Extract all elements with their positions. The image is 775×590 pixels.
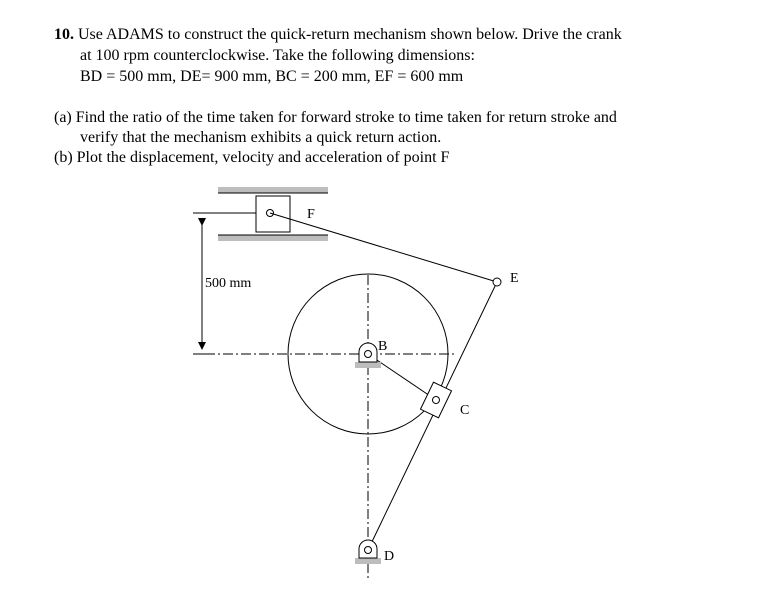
crank-bc: [368, 354, 436, 400]
link-de: [368, 282, 497, 550]
label-dimension: 500 mm: [205, 276, 252, 291]
ground-pivot-d: [355, 540, 381, 564]
part-a-line-2: verify that the mechanism exhibits a quick return action.: [80, 129, 442, 146]
slider-block-c: [420, 382, 451, 418]
problem-text-line-1: Use ADAMS to construct the quick-return mechanism shown below. Drive the crank: [78, 26, 622, 43]
joint-e: [493, 278, 501, 286]
label-e: E: [510, 271, 519, 286]
part-a-line-1: (a) Find the ratio of the time taken for forward stroke to time taken for return stroke and: [54, 109, 617, 126]
label-f: F: [307, 207, 315, 222]
label-d: D: [384, 549, 395, 564]
link-ef: [270, 213, 497, 282]
label-c: C: [460, 403, 470, 418]
part-b: (b) Plot the displacement, velocity and acceleration of point F: [54, 149, 450, 166]
label-b: B: [378, 339, 388, 354]
problem-text-line-2: at 100 rpm counterclockwise. Take the following dimensions:: [80, 47, 475, 64]
problem-number: 10.: [54, 26, 74, 43]
problem-dimensions: BD = 500 mm, DE= 900 mm, BC = 200 mm, EF = 600 mm: [80, 68, 464, 85]
